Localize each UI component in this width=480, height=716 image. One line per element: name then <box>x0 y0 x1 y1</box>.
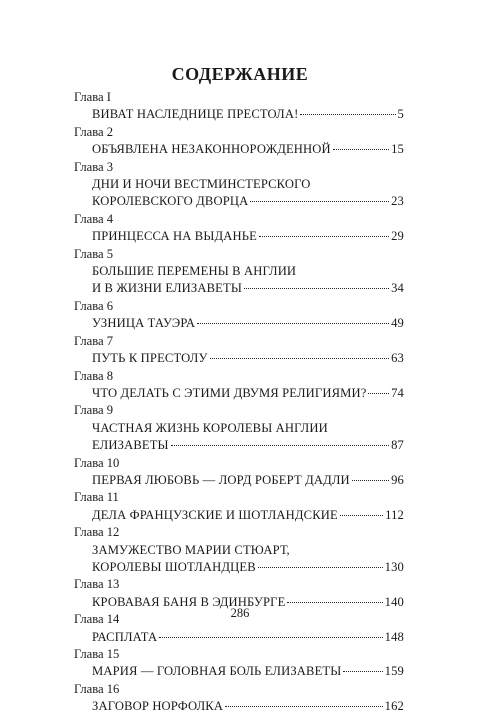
toc-entry <box>74 298 404 333</box>
chapter-page-number: 96 <box>391 472 404 487</box>
chapter-title-line: УЗНИЦА ТАУЭРА <box>92 316 196 331</box>
dot-leader <box>343 671 382 672</box>
chapter-page-number: 130 <box>384 559 404 574</box>
toc-entry <box>74 246 404 298</box>
chapter-label: Глава 9 <box>74 403 114 418</box>
chapter-label: Глава 11 <box>74 490 119 505</box>
dot-leader <box>159 637 382 638</box>
dot-leader <box>244 288 389 289</box>
chapter-page-number: 112 <box>385 507 404 522</box>
chapter-title-row <box>74 193 404 210</box>
chapter-page-number: 162 <box>384 699 404 714</box>
chapter-title-line: ЕЛИЗАВЕТЫ <box>92 438 169 453</box>
chapter-title-line: ДЕЛА ФРАНЦУЗСКИЕ И ШОТЛАНДСКИЕ <box>92 507 338 522</box>
chapter-page-number: 5 <box>397 107 404 122</box>
chapter-title-line: ЧТО ДЕЛАТЬ С ЭТИМИ ДВУМЯ РЕЛИГИЯМИ? <box>92 385 367 400</box>
dot-leader <box>250 201 389 202</box>
chapter-title-line: ВИВАТ НАСЛЕДНИЦЕ ПРЕСТОЛА! <box>92 107 299 122</box>
chapter-label: Глава 13 <box>74 577 120 592</box>
toc-entry <box>74 489 404 524</box>
dot-leader <box>197 323 389 324</box>
chapter-page-number: 140 <box>384 594 404 609</box>
chapter-title-line: ДНИ И НОЧИ ВЕСТМИНСТЕРСКОГО <box>92 177 311 192</box>
chapter-title-line: БОЛЬШИЕ ПЕРЕМЕНЫ В АНГЛИИ <box>92 264 297 279</box>
chapter-title-row <box>74 559 404 576</box>
chapter-page-number: 87 <box>391 438 404 453</box>
chapter-label: Глава 5 <box>74 246 114 261</box>
chapter-title-row <box>74 472 404 489</box>
chapter-page-number: 29 <box>391 229 404 244</box>
chapter-title-line: ЗАМУЖЕСТВО МАРИИ СТЮАРТ, <box>92 542 290 557</box>
chapter-label: Глава 16 <box>74 681 120 696</box>
chapter-label: Глава 2 <box>74 124 114 139</box>
chapter-title-row <box>74 385 404 402</box>
chapter-title-line: РАСПЛАТА <box>92 629 158 644</box>
dot-leader <box>225 706 383 707</box>
chapter-label: Глава 14 <box>74 612 120 627</box>
chapter-label: Глава 7 <box>74 333 114 348</box>
chapter-title-row <box>74 437 404 454</box>
chapter-page-number: 63 <box>391 351 404 366</box>
chapter-page-number: 148 <box>384 629 404 644</box>
dot-leader <box>368 393 389 394</box>
chapter-title-row <box>74 228 404 245</box>
dot-leader <box>340 515 383 516</box>
chapter-label: Глава 6 <box>74 298 114 313</box>
chapter-label: Глава 4 <box>74 211 114 226</box>
chapter-label: Глава 8 <box>74 368 114 383</box>
toc-entry <box>74 211 404 246</box>
chapter-label: Глава 12 <box>74 525 120 540</box>
table-of-contents <box>74 89 404 716</box>
chapter-label: Глава 15 <box>74 647 120 661</box>
chapter-title-line: ПУТЬ К ПРЕСТОЛУ <box>92 351 208 366</box>
toc-entry <box>74 333 404 368</box>
dot-leader <box>210 358 390 359</box>
chapter-page-number: 159 <box>384 664 404 679</box>
dot-leader <box>333 149 389 150</box>
chapter-title-line: КРОВАВАЯ БАНЯ В ЭДИНБУРГЕ <box>92 594 286 609</box>
chapter-label: Глава 3 <box>74 159 114 174</box>
chapter-title-line: ОБЪЯВЛЕНА НЕЗАКОННОРОЖДЕННОЙ <box>92 142 331 157</box>
chapter-title-row <box>74 280 404 297</box>
chapter-title-line: КОРОЛЕВСКОГО ДВОРЦА <box>92 194 249 209</box>
chapter-title-row <box>74 315 404 332</box>
chapter-title-row <box>74 698 404 715</box>
chapter-title-row <box>74 106 404 123</box>
chapter-title-line: ЧАСТНАЯ ЖИЗНЬ КОРОЛЕВЫ АНГЛИИ <box>92 420 328 435</box>
toc-entry <box>74 681 404 716</box>
chapter-page-number: 23 <box>391 194 404 209</box>
dot-leader <box>300 114 395 115</box>
chapter-title-line: ПРИНЦЕССА НА ВЫДАНЬЕ <box>92 229 257 244</box>
toc-entry <box>74 368 404 403</box>
page-number: 286 <box>230 606 250 620</box>
page-title: СОДЕРЖАНИЕ <box>171 64 309 84</box>
chapter-page-number: 34 <box>391 281 404 296</box>
dot-leader <box>258 567 383 568</box>
chapter-title-row <box>74 507 404 524</box>
dot-leader <box>259 236 389 237</box>
chapter-title-row <box>74 350 404 367</box>
chapter-page-number: 49 <box>391 316 404 331</box>
chapter-title-line: МАРИЯ — ГОЛОВНАЯ БОЛЬ ЕЛИЗАВЕТЫ <box>92 664 342 679</box>
toc-entry <box>74 402 404 454</box>
chapter-title-line: КОРОЛЕВЫ ШОТЛАНДЦЕВ <box>92 559 256 574</box>
chapter-title-line: ПЕРВАЯ ЛЮБОВЬ — ЛОРД РОБЕРТ ДАДЛИ <box>92 472 350 487</box>
chapter-title-line: И В ЖИЗНИ ЕЛИЗАВЕТЫ <box>92 281 243 296</box>
dot-leader <box>287 602 382 603</box>
toc-entry <box>74 455 404 490</box>
chapter-page-number: 15 <box>391 142 404 157</box>
chapter-title-row <box>74 663 404 680</box>
dot-leader <box>352 480 389 481</box>
chapter-title-line: ЗАГОВОР НОРФОЛКА <box>92 699 224 714</box>
chapter-title-row <box>74 141 404 158</box>
chapter-title-row <box>74 629 404 646</box>
toc-entry <box>74 89 404 124</box>
toc-entry <box>74 159 404 211</box>
chapter-label: Глава 10 <box>74 455 120 470</box>
toc-entry <box>74 646 404 681</box>
chapter-page-number: 74 <box>391 385 404 400</box>
toc-entry <box>74 124 404 159</box>
toc-entry <box>74 524 404 576</box>
chapter-label: Глава I <box>74 90 111 104</box>
dot-leader <box>171 445 389 446</box>
